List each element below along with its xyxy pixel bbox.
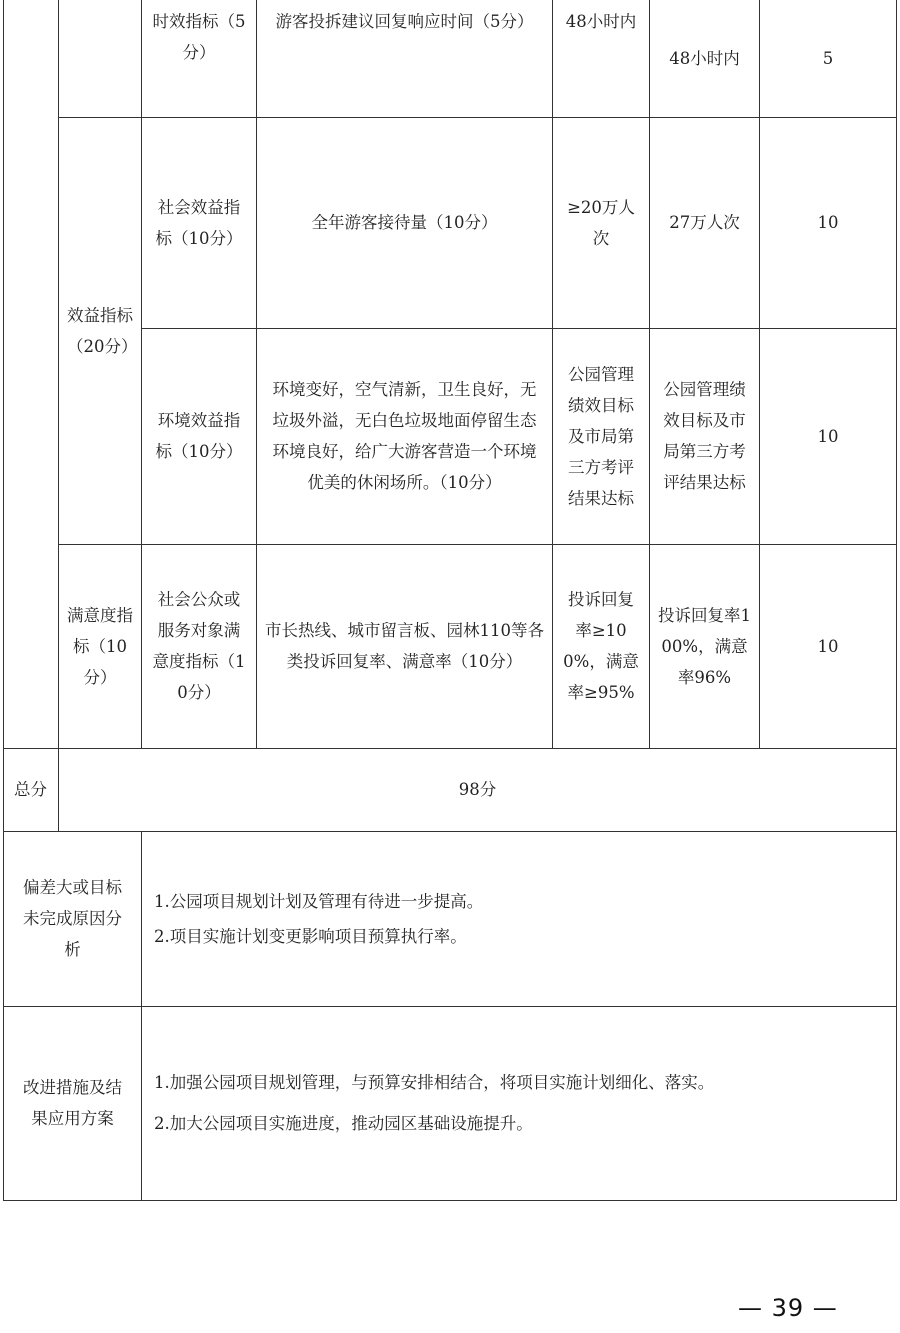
total-label: 总分 bbox=[4, 748, 59, 831]
indicator-environment: 环境变好，空气清新，卫生良好，无垃圾外溢，无白色垃圾地面停留生态环境良好，给广大游客营造一个环境优美的休闲场所。（10分） bbox=[257, 328, 553, 544]
tertiary-indicator-environment: 环境效益指标（10分） bbox=[142, 328, 257, 544]
tertiary-indicator-timeliness: 时效指标（5分） bbox=[142, 0, 257, 117]
performance-table bbox=[3, 0, 897, 1201]
target-timeliness: 48小时内 bbox=[553, 0, 650, 117]
table-row-timeliness bbox=[4, 0, 897, 117]
table-row-satisfaction bbox=[4, 544, 897, 748]
table-row-social-benefit bbox=[4, 117, 897, 328]
target-environment: 公园管理绩效目标及市局第三方考评结果达标 bbox=[553, 328, 650, 544]
analysis-content bbox=[142, 831, 897, 1006]
score-social: 10 bbox=[760, 117, 897, 328]
analysis-item: 1.公园项目规划计划及管理有待进一步提高。 bbox=[154, 891, 484, 911]
measures-item: 1.加强公园项目规划管理，与预算安排相结合，将项目实施计划细化、落实。 bbox=[154, 1073, 715, 1092]
total-value: 98分 bbox=[59, 748, 897, 831]
score-environment: 10 bbox=[760, 328, 897, 544]
analysis-label: 偏差大或目标未完成原因分析 bbox=[4, 831, 142, 1006]
secondary-indicator-cell bbox=[59, 0, 142, 117]
table-row-measures bbox=[4, 1006, 897, 1200]
indicator-satisfaction: 市长热线、城市留言板、园林110等各类投诉回复率、满意率（10分） bbox=[257, 544, 553, 748]
table-row-total bbox=[4, 748, 897, 831]
primary-indicator-cell bbox=[4, 0, 59, 748]
actual-environment: 公园管理绩效目标及市局第三方考评结果达标 bbox=[650, 328, 760, 544]
indicator-social: 全年游客接待量（10分） bbox=[257, 117, 553, 328]
table-row-analysis bbox=[4, 831, 897, 1006]
indicator-timeliness: 游客投拆建议回复响应时间（5分） bbox=[257, 0, 553, 117]
analysis-item: 2.项目实施计划变更影响项目预算执行率。 bbox=[154, 926, 467, 946]
measures-content bbox=[142, 1006, 897, 1200]
tertiary-indicator-satisfaction: 社会公众或服务对象满意度指标（10分） bbox=[142, 544, 257, 748]
secondary-indicator-benefit: 效益指标（20分） bbox=[59, 117, 142, 544]
actual-satisfaction: 投诉回复率100%，满意率96% bbox=[650, 544, 760, 748]
actual-timeliness: 48小时内 bbox=[650, 0, 760, 117]
page-number: — 39 — bbox=[738, 1294, 838, 1322]
target-social: ≥20万人次 bbox=[553, 117, 650, 328]
measures-label: 改进措施及结果应用方案 bbox=[4, 1006, 142, 1200]
tertiary-indicator-social: 社会效益指标（10分） bbox=[142, 117, 257, 328]
actual-social: 27万人次 bbox=[650, 117, 760, 328]
score-timeliness: 5 bbox=[760, 0, 897, 117]
target-satisfaction: 投诉回复率≥100%，满意率≥95% bbox=[553, 544, 650, 748]
secondary-indicator-satisfaction: 满意度指标（10分） bbox=[59, 544, 142, 748]
measures-item: 2.加大公园项目实施进度，推动园区基础设施提升。 bbox=[154, 1114, 533, 1133]
score-satisfaction: 10 bbox=[760, 544, 897, 748]
